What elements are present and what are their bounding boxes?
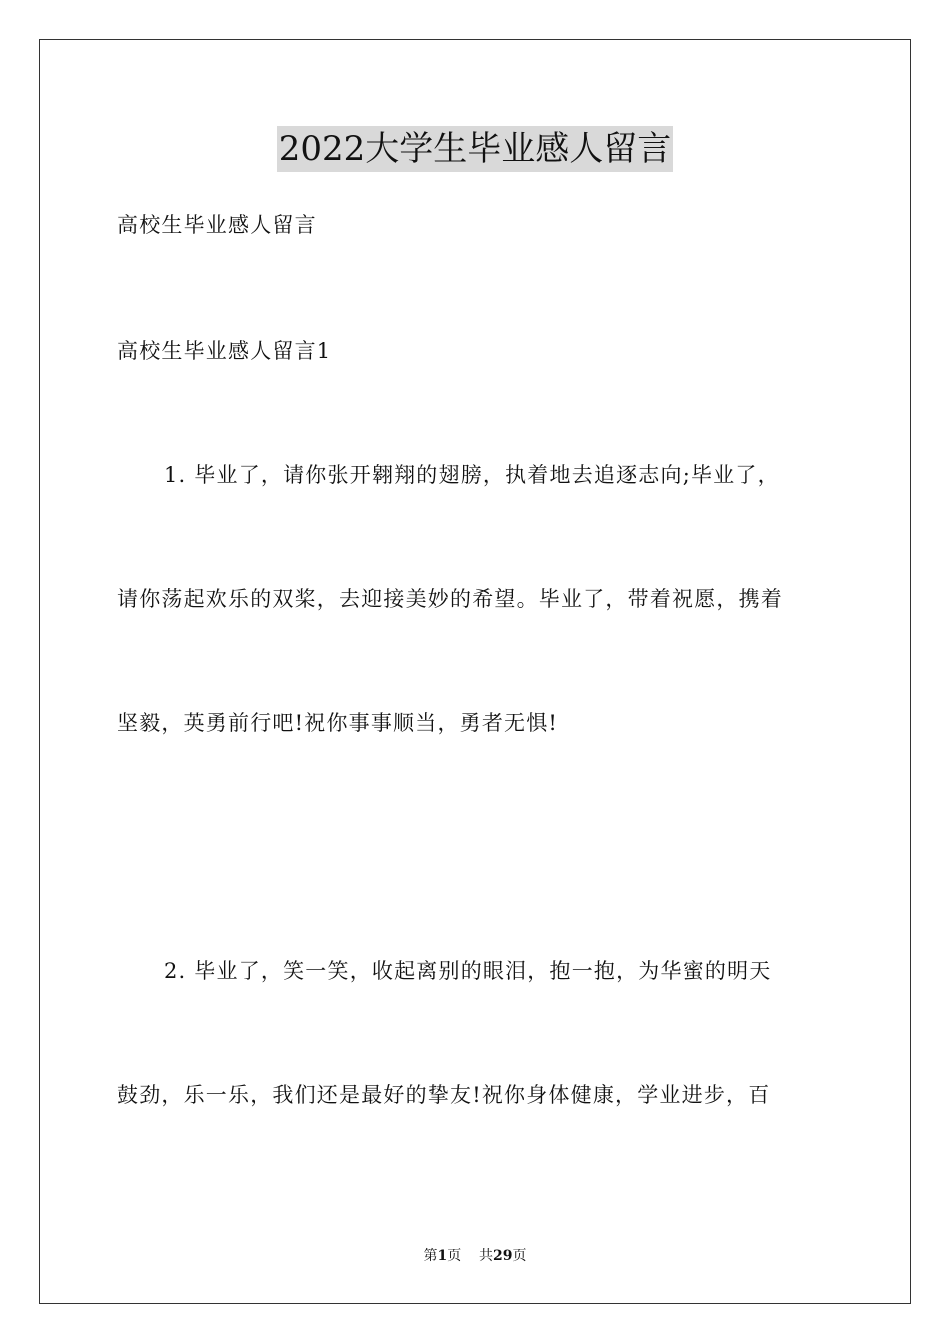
- current-page-number: 1: [437, 1248, 448, 1264]
- page-prefix: 第: [423, 1248, 438, 1264]
- document-title: [0, 126, 950, 172]
- document-title-text: 2022大学生毕业感人留言: [277, 126, 674, 172]
- section-heading: 高校生毕业感人留言1: [117, 339, 332, 363]
- total-prefix: 共: [479, 1248, 494, 1264]
- page-footer: [0, 1247, 950, 1265]
- paragraph-1-line-1: 1. 毕业了，请你张开翱翔的翅膀，执着地去追逐志向;毕业了，: [164, 463, 780, 487]
- paragraph-2-line-2: 鼓劲，乐一乐，我们还是最好的挚友!祝你身体健康，学业进步，百: [117, 1083, 771, 1107]
- paragraph-1-line-2: 请你荡起欢乐的双桨，去迎接美妙的希望。毕业了，带着祝愿，携着: [117, 587, 783, 611]
- paragraph-2-line-1: 2. 毕业了，笑一笑，收起离别的眼泪，抱一抱，为华蜜的明天: [164, 959, 772, 983]
- page-suffix: 页: [447, 1248, 462, 1264]
- total-page-count: 29: [493, 1248, 513, 1264]
- document-subtitle: 高校生毕业感人留言: [117, 213, 317, 237]
- total-suffix: 页: [512, 1248, 527, 1264]
- paragraph-1-line-3: 坚毅，英勇前行吧!祝你事事顺当，勇者无惧!: [117, 711, 559, 735]
